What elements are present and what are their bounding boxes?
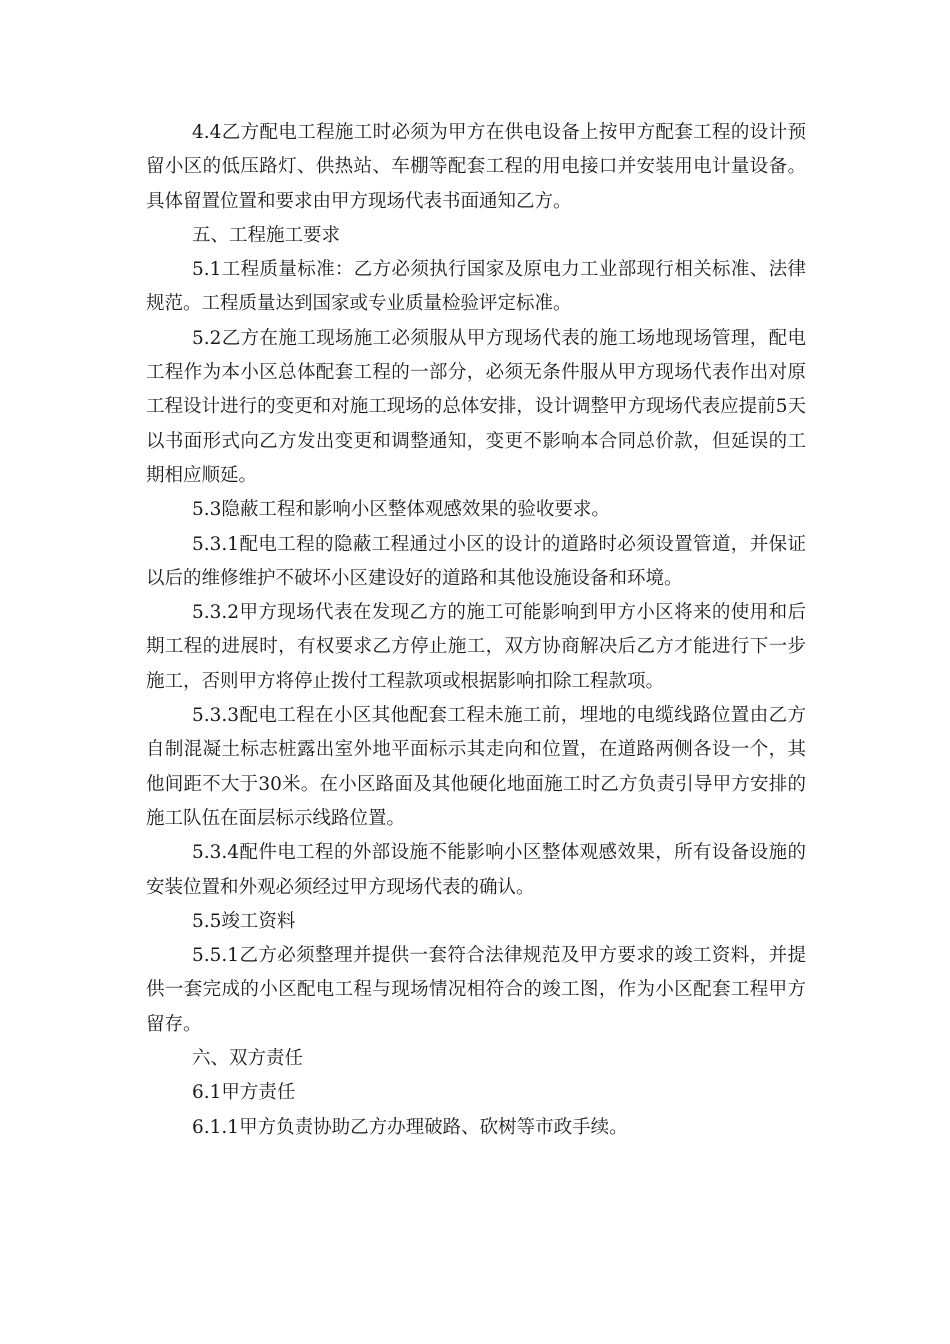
section-heading-5: 五、工程施工要求 <box>192 224 341 246</box>
paragraph-5-5: 5.5竣工资料 <box>192 910 296 932</box>
paragraph-5-1: 5.1工程质量标准：乙方必须执行国家及原电力工业部现行相关标准、法律规范。工程质量达到国家或专业质量检验评定标准。 <box>146 259 806 315</box>
paragraph-4-4: 4.4乙方配电工程施工时必须为甲方在供电设备上按甲方配套工程的设计预留小区的低压路灯、供热站、车棚等配套工程的用电接口并安装用电计量设备。具体留置位置和要求由甲方现场代表书面通知乙方。 <box>146 122 806 212</box>
paragraph-6-1-1: 6.1.1甲方负责协助乙方办理破路、砍树等市政手续。 <box>192 1116 628 1138</box>
paragraph-5-3-3: 5.3.3配电工程在小区其他配套工程未施工前，埋地的电缆线路位置由乙方自制混凝土标志桩露出室外地平面标示其走向和位置，在道路两侧各设一个，其他间距不大于30米。在小区路面及其他硬化地面施工时乙方负责引导甲方安排的施工队伍在面层标示线路位置。 <box>146 705 806 829</box>
document-body <box>146 116 806 1145</box>
section-heading-6: 六、双方责任 <box>192 1048 304 1070</box>
paragraph-5-2: 5.2乙方在施工现场施工必须服从甲方现场代表的施工场地现场管理，配电工程作为本小区总体配套工程的一部分，必须无条件服从甲方现场代表作出对原工程设计进行的变更和对施工现场的总体安排，设计调整甲方现场代表应提前5天以书面形式向乙方发出变更和调整通知，变更不影响本合同总价款，但延误的工期相应顺延。 <box>146 327 806 486</box>
paragraph-5-3: 5.3隐蔽工程和影响小区整体观感效果的验收要求。 <box>192 499 610 521</box>
paragraph-5-3-1: 5.3.1配电工程的隐蔽工程通过小区的设计的道路时必须设置管道，并保证以后的维修维护不破坏小区建设好的道路和其他设施设备和环境。 <box>146 533 806 589</box>
paragraph-6-1: 6.1甲方责任 <box>192 1082 296 1104</box>
paragraph-5-3-4: 5.3.4配件电工程的外部设施不能影响小区整体观感效果，所有设备设施的安装位置和外观必须经过甲方现场代表的确认。 <box>146 842 806 898</box>
paragraph-5-3-2: 5.3.2甲方现场代表在发现乙方的施工可能影响到甲方小区将来的使用和后期工程的进展时，有权要求乙方停止施工，双方协商解决后乙方才能进行下一步施工，否则甲方将停止拨付工程款项或根据影响扣除工程款项。 <box>146 602 806 692</box>
paragraph-5-5-1: 5.5.1乙方必须整理并提供一套符合法律规范及甲方要求的竣工资料，并提供一套完成的小区配电工程与现场情况相符合的竣工图，作为小区配套工程甲方留存。 <box>146 945 806 1035</box>
